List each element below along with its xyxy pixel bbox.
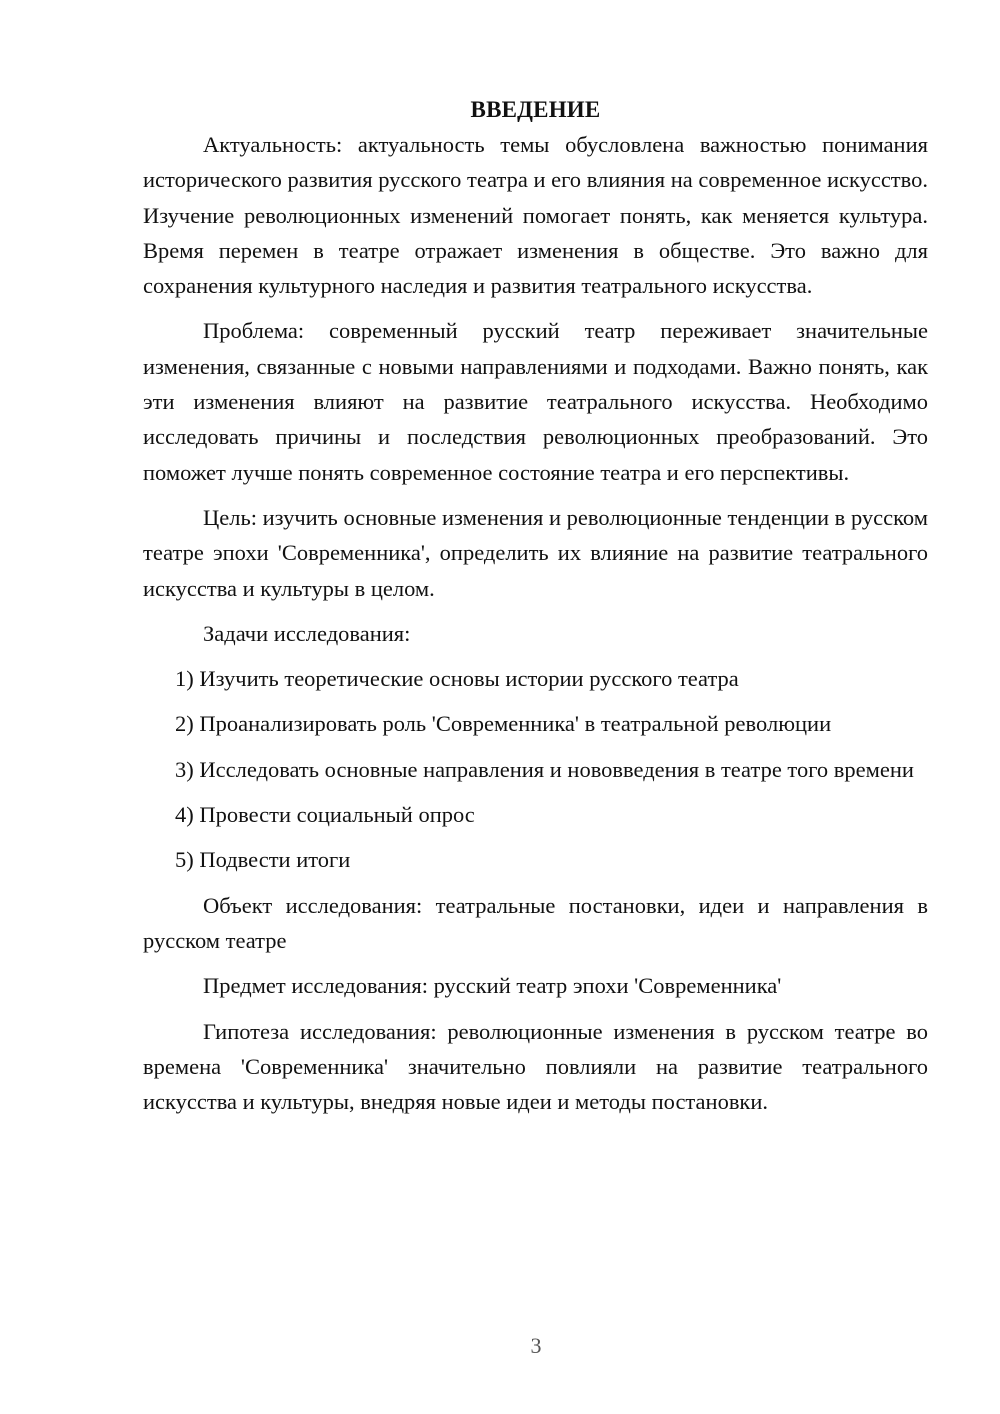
task-item: 3) Исследовать основные направления и нововведения в театре того времени <box>175 756 914 782</box>
document-page <box>143 92 928 1119</box>
paragraph-gap <box>143 958 928 968</box>
paragraph-gap <box>143 878 928 888</box>
task-item: 2) Проанализировать роль 'Современника' в театральной революции <box>175 711 832 737</box>
paragraph-gap <box>143 490 928 500</box>
paragraph-gap <box>143 303 928 313</box>
paragraph-gap <box>143 651 928 661</box>
task-item: 5) Подвести итоги <box>175 847 351 873</box>
page-number: 3 <box>530 1333 542 1358</box>
goal-paragraph: Цель: изучить основные изменения и революционные тенденции в русском театре эпохи 'Современника', определить их влияние на развитие театрального искусства и культуры в целом. <box>143 504 928 601</box>
paragraph-gap <box>143 696 928 706</box>
relevance-paragraph: Актуальность: актуальность темы обусловлена важностью понимания исторического развития русского театра и его влияния на современное искусство. Изучение революционных изменений помогает понять, как меняется культура. Время перемен в театре отражает изменения в обществе. Это важно для сохранения культурного наследия и развития театрального искусства. <box>143 132 928 299</box>
subject-paragraph: Предмет исследования: русский театр эпохи 'Современника' <box>203 973 782 999</box>
paragraph-gap <box>143 787 928 797</box>
problem-paragraph: Проблема: современный русский театр переживает значительные изменения, связанные с новыми направлениями и подходами. Важно понять, как эти изменения влияют на развитие театрального искусства. Необходимо исследовать причины и последствия революционных преобразований. Это поможет лучше понять современное состояние театра и его перспективы. <box>143 318 928 485</box>
tasks-heading: Задачи исследования: <box>203 620 411 646</box>
task-item: 1) Изучить теоретические основы истории русского театра <box>175 666 739 692</box>
paragraph-gap <box>143 1004 928 1014</box>
object-paragraph: Объект исследования: театральные постановки, идеи и направления в русском театре <box>143 892 928 953</box>
paragraph-gap <box>143 742 928 752</box>
task-item: 4) Провести социальный опрос <box>175 802 475 828</box>
section-heading: ВВЕДЕНИЕ <box>470 97 601 122</box>
paragraph-gap <box>143 606 928 616</box>
hypothesis-paragraph: Гипотеза исследования: революционные изменения в русском театре во времена 'Современника' значительно повлияли на развитие театрального искусства и культуры, внедряя новые идеи и методы постановки. <box>143 1018 928 1115</box>
paragraph-gap <box>143 832 928 842</box>
